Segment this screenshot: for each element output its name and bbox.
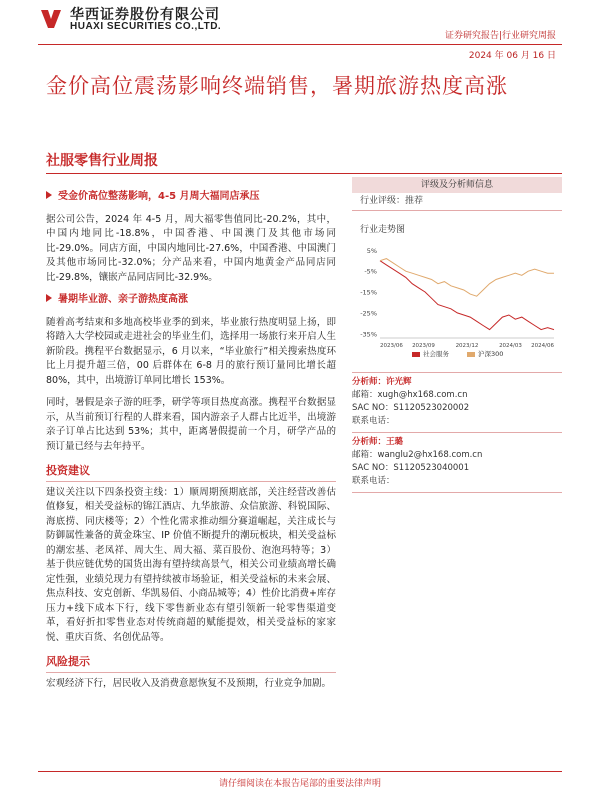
analyst-name: 分析师：许光辉: [352, 377, 412, 387]
trend-chart-title: 行业走势图: [360, 225, 406, 235]
analyst-sac: SAC NO：S1120523040001: [352, 463, 470, 473]
analyst-name: 分析师：王璐: [352, 437, 404, 447]
bullet-heading-travel-text: 暑期毕业游、亲子游热度高涨: [58, 294, 188, 305]
bullet-heading-travel: [46, 293, 336, 308]
report-type-tags: 证券研究报告|行业研究周报: [444, 31, 556, 41]
x-tick-label: 2024/06: [531, 343, 554, 349]
paragraph-family-travel: 同时，暑假是亲子游的旺季，研学等项目热度高涨。携程平台数据显示，从当前预订行程的人群来看，国内游亲子人群占比近半，出境游亲子订单占比达到 53%；其中，距离暑假提前一个月，研学产品的预订量已经与去年持平。: [46, 397, 336, 452]
analyst-email[interactable]: 邮箱：xugh@hx168.com.cn: [352, 390, 468, 400]
right-divider: [352, 492, 562, 493]
investment-advice-paragraph: 建议关注以下四条投资主线：1）顺周期预期底部，关注经营改善估值修复，相关受益标的锦江酒店、九华旅游、众信旅游、科锐国际、海底捞、同庆楼等；2）个性化需求推动细分赛道崛起，关注成长与防御属性兼备的黄金珠宝、IP 价值不断提升的潮玩板块，相关受益标的潮宏基、老凤祥、周大生、周大福、菜百股份、泡泡玛特等；3）基于供应链优势的国货出海有望持续高景气，相关公司业绩高增长确定性强，业绩兑现力有望持续被市场验证，相关受益标的未来会展、焦点科技、安克创新、华凯易佰、小商品城等；4）性价比消费+库存压力+线下成本下行，线下零售新业态有望引领新一轮零售渠道变革，看好折扣零售业态对传统商超的赋能提效，相关受益标的家家悦、重庆百货、名创优品等。: [46, 486, 336, 643]
left-column: [46, 190, 336, 691]
legend-swatch: [412, 352, 420, 357]
analyst-phone: 联系电话：: [352, 416, 395, 426]
legend-swatch: [467, 352, 475, 357]
x-tick-label: 2024/03: [499, 343, 522, 349]
legend-label: 沪深300: [478, 350, 504, 358]
bullet-heading-gold: [46, 190, 336, 205]
industry-trend-chart: [352, 238, 562, 368]
analyst-block-1: [352, 376, 562, 428]
paragraph-graduation-travel: 随着高考结束和多地高校毕业季的到来，毕业旅行热度明显上扬，即将踏入大学校园或走进社会的毕业生们，选择用一场旅行来开启人生新阶段。携程平台数据显示，6 月以来，“毕业旅行”相关搜索热度环比上月提升超三倍，00 后群体在 6-8 月的旅行预订量同比增长超 80%，其中，出境游订单同比增长 153%。: [46, 316, 336, 386]
right-divider: [352, 210, 562, 211]
section-divider: [46, 173, 562, 174]
y-tick-label: -35%: [360, 330, 377, 339]
y-tick-label: -25%: [360, 309, 377, 318]
triangle-bullet-icon: [46, 294, 52, 302]
legend-label: 社会服务: [423, 350, 449, 358]
triangle-bullet-icon: [46, 191, 52, 199]
y-tick-label: -5%: [364, 267, 377, 276]
x-tick-label: 2023/06: [380, 343, 403, 349]
investment-advice-heading: 投资建议: [46, 464, 336, 482]
risk-paragraph: 宏观经济下行，居民收入及消费意愿恢复不及预期，行业竞争加剧。: [46, 677, 332, 689]
bullet-heading-gold-text: 受金价高位整荡影响，4-5 月周大福同店承压: [58, 191, 260, 202]
analyst-sac: SAC NO：S1120523020002: [352, 403, 470, 413]
right-divider: [352, 432, 562, 433]
section-title: 社服零售行业周报: [46, 153, 158, 169]
x-tick-label: 2023/09: [412, 343, 435, 349]
analyst-block-2: [352, 436, 562, 488]
report-date: 2024 年 06 月 16 日: [468, 51, 556, 61]
company-logo-icon: [38, 6, 64, 32]
company-name-en: HUAXI SECURITIES CO.,LTD.: [70, 21, 222, 32]
footer-divider: [38, 771, 562, 772]
risk-heading: 风险提示: [46, 655, 336, 673]
analyst-phone: 联系电话：: [352, 476, 395, 486]
industry-rating: 行业评级：推荐: [360, 196, 424, 206]
y-tick-label: 5%: [366, 246, 377, 255]
paragraph-chow-tai-fook: 据公司公告，2024 年 4-5 月，周大福零售值同比-20.2%，其中，中国内地同比-18.8%，中国香港、中国澳门及其他市场同比-29.0%。同店方面，中国内地同比-27.6%，中国香港、中国澳门及其他市场同比-32.0%；分产品来看，中国内地黄金产品同店同比-29.8%，镶嵌产品同店同比-32.9%。: [46, 213, 336, 283]
y-tick-label: -15%: [360, 288, 377, 297]
header-divider: [38, 44, 562, 45]
x-tick-label: 2023/12: [455, 343, 479, 349]
rating-analyst-info-bar: 评级及分析师信息: [352, 177, 562, 193]
analyst-email[interactable]: 邮箱：wanglu2@hx168.com.cn: [352, 450, 483, 460]
report-title: 金价高位震荡影响终端销售，暑期旅游热度高涨: [46, 74, 508, 98]
right-divider: [352, 372, 562, 373]
company-name-cn: 华西证券股份有限公司: [70, 7, 220, 23]
legal-notice-footer: 请仔细阅读在本报告尾部的重要法律声明: [218, 779, 381, 789]
